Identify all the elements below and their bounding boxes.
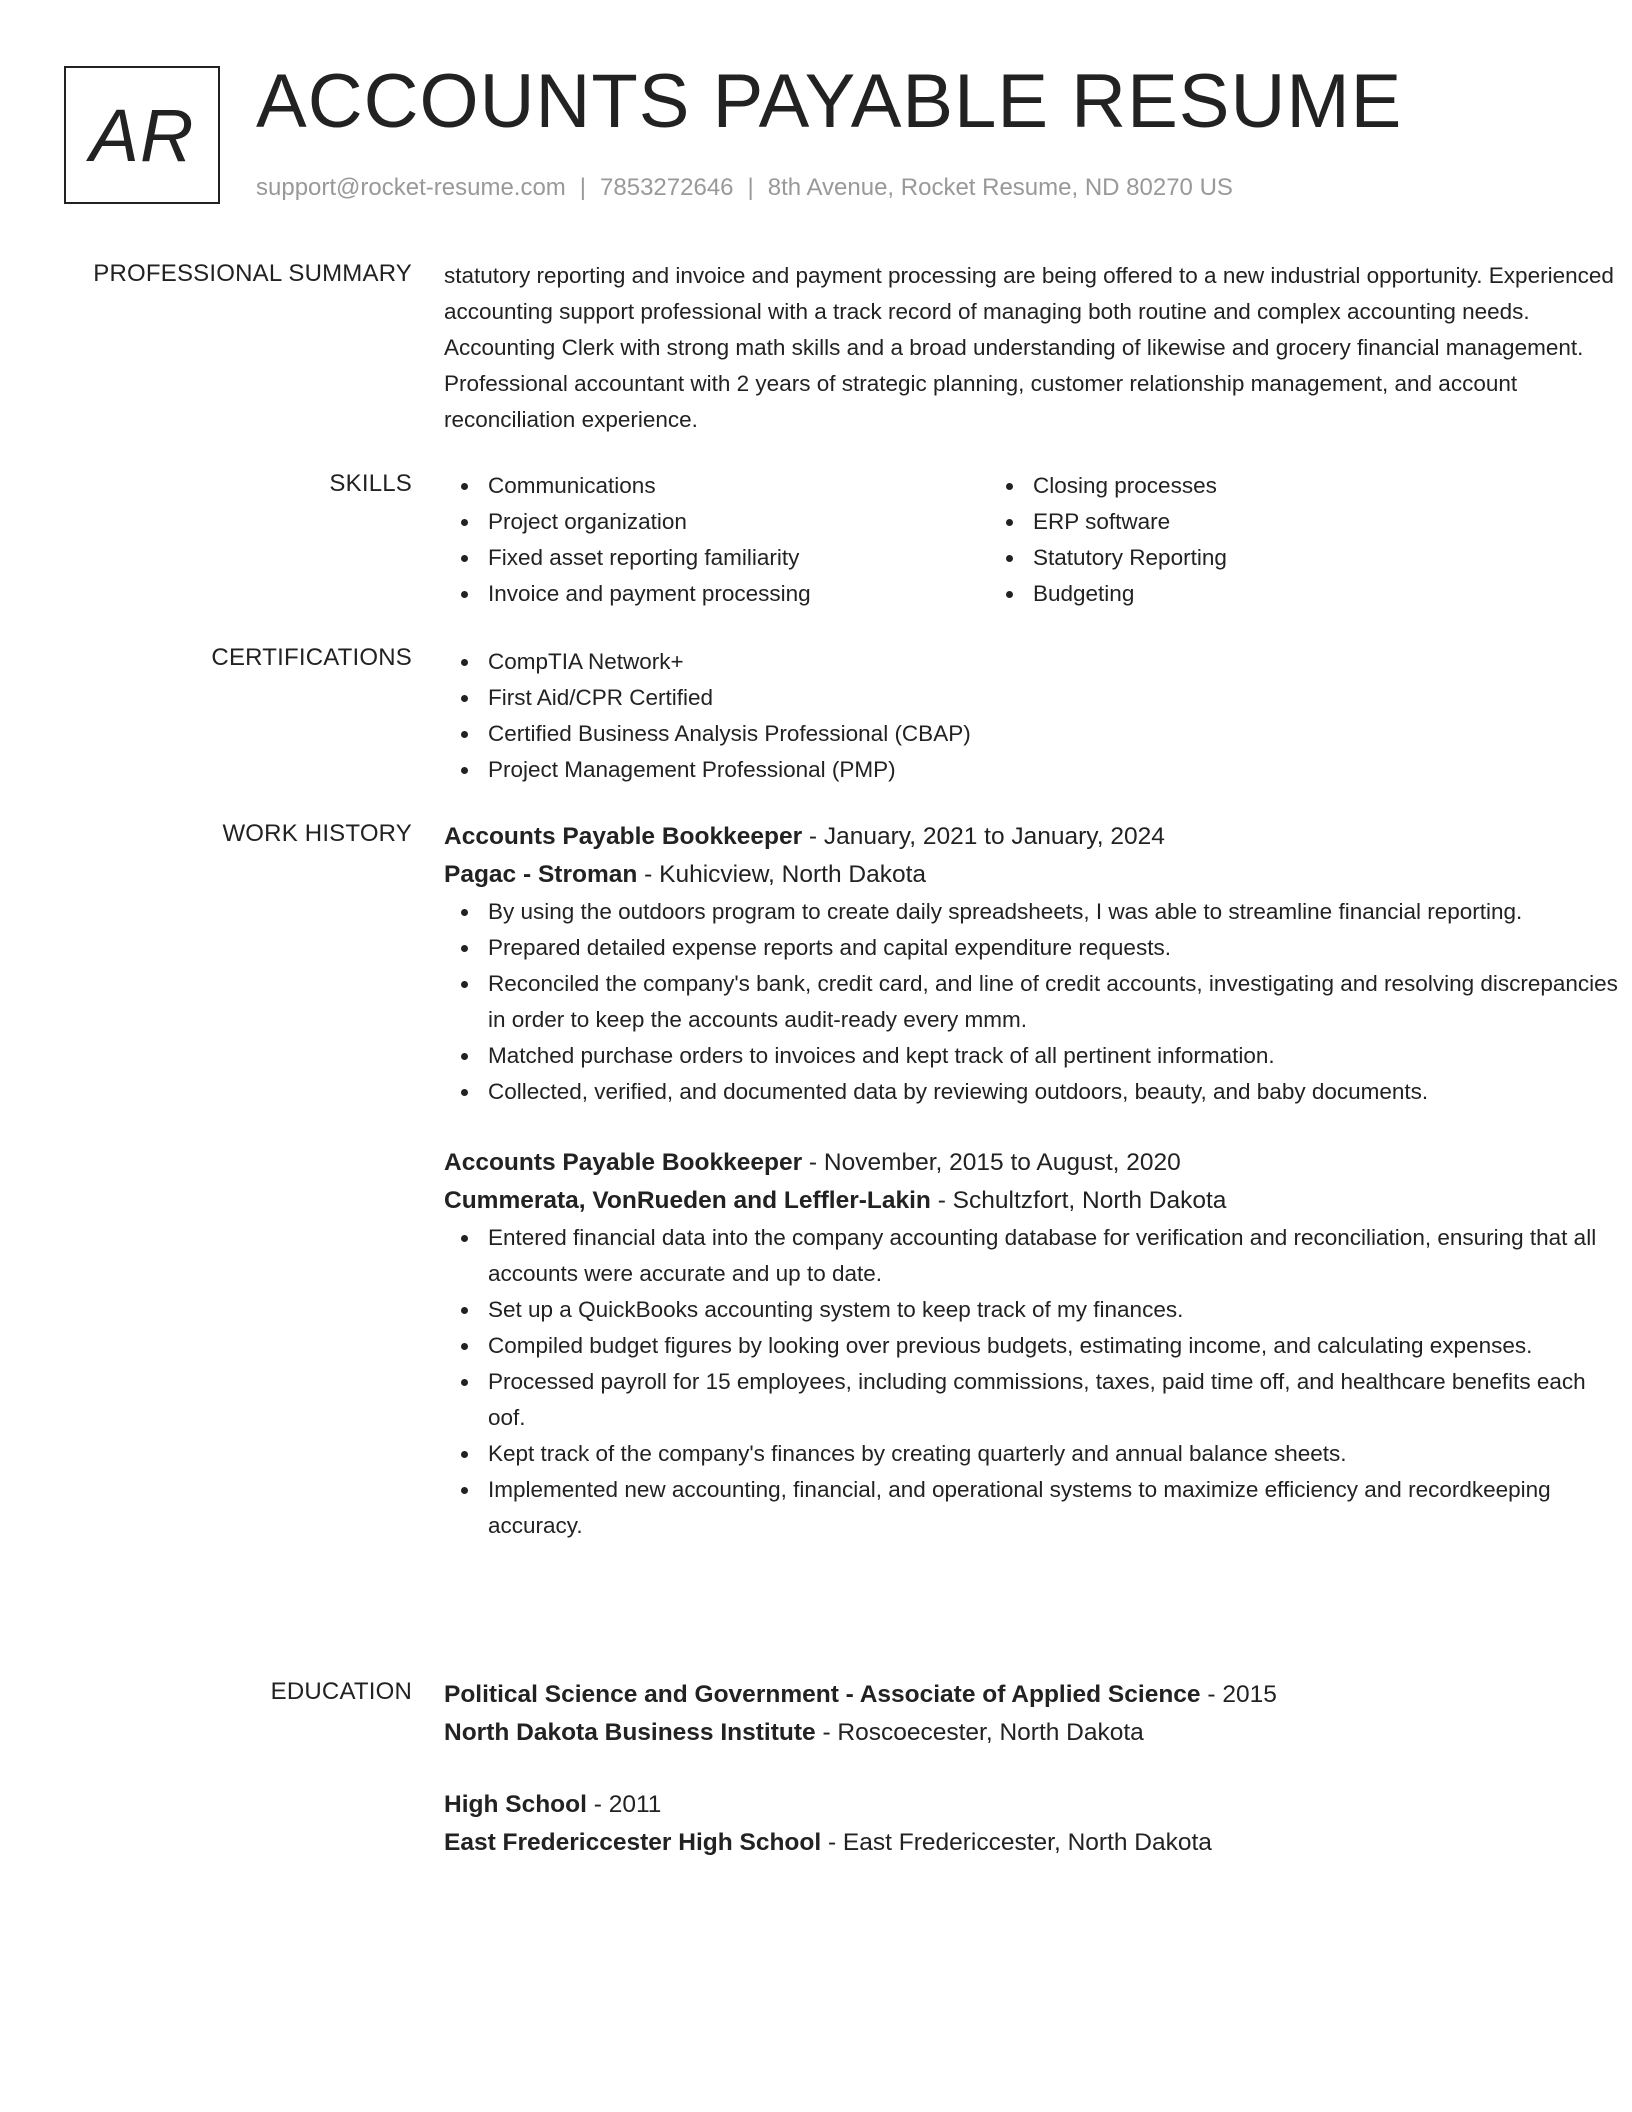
job-duties-list (444, 894, 1624, 1110)
skill-item: ERP software (989, 504, 1534, 540)
contact-line (256, 174, 1233, 202)
skill-item: Invoice and payment processing (444, 576, 989, 612)
summary-body (444, 258, 1624, 438)
job-company-line (444, 856, 1624, 894)
contact-separator: | (579, 174, 587, 201)
skill-item: Project organization (444, 504, 989, 540)
contact-phone: 7853272646 (600, 174, 734, 201)
contact-email: support@rocket-resume.com (256, 174, 566, 201)
certification-item: CompTIA Network+ (444, 644, 1624, 680)
skills-list-left (444, 468, 989, 612)
skill-item: Closing processes (989, 468, 1534, 504)
education-year: - 2015 (1200, 1681, 1277, 1708)
certification-item: Project Management Professional (PMP) (444, 752, 1624, 788)
education-entry (444, 1786, 1624, 1862)
job-company: Cummerata, VonRueden and Leffler-Lakin (444, 1187, 931, 1214)
skills-list-right (989, 468, 1534, 612)
contact-address: 8th Avenue, Rocket Resume, ND 80270 US (767, 174, 1233, 201)
education-heading: EDUCATION (270, 1678, 412, 1705)
certifications-body (444, 644, 1624, 788)
education-location: - Roscoecester, North Dakota (815, 1719, 1144, 1746)
certification-item: First Aid/CPR Certified (444, 680, 1624, 716)
education-degree: High School (444, 1791, 587, 1818)
certification-item: Certified Business Analysis Professional (CBAP) (444, 716, 1624, 752)
job-duties-list (444, 1220, 1624, 1544)
job-title-line (444, 1144, 1624, 1182)
job-duty-item: Collected, verified, and documented data by reviewing outdoors, beauty, and baby documents. (444, 1074, 1624, 1110)
education-degree-line (444, 1786, 1624, 1824)
page-title: ACCOUNTS PAYABLE RESUME (256, 59, 1403, 144)
monogram-logo: AR (64, 66, 220, 204)
education-school-line (444, 1824, 1624, 1862)
job-duty-item: By using the outdoors program to create daily spreadsheets, I was able to streamline financial reporting. (444, 894, 1624, 930)
skill-item: Fixed asset reporting familiarity (444, 540, 989, 576)
job-title: Accounts Payable Bookkeeper (444, 823, 803, 850)
education-body (444, 1676, 1624, 1862)
job-location: - Schultzfort, North Dakota (930, 1187, 1227, 1214)
skill-item: Budgeting (989, 576, 1534, 612)
education-year: - 2011 (586, 1791, 662, 1818)
job-duty-item: Reconciled the company's bank, credit card, and line of credit accounts, investigating and resolving discrepancies in order to keep the accounts audit-ready every mmm. (444, 966, 1624, 1038)
job-duty-item: Matched purchase orders to invoices and kept track of all pertinent information. (444, 1038, 1624, 1074)
skill-item: Communications (444, 468, 989, 504)
contact-separator: | (747, 174, 754, 201)
job-location: - Kuhicview, North Dakota (637, 861, 927, 888)
job-entry (444, 818, 1624, 1110)
skills-heading: SKILLS (329, 470, 412, 497)
education-location: - East Fredericcester, North Dakota (821, 1829, 1212, 1856)
education-school-line (444, 1714, 1624, 1752)
job-entry (444, 1144, 1624, 1544)
job-duty-item: Prepared detailed expense reports and capital expenditure requests. (444, 930, 1624, 966)
skills-grid (444, 468, 1624, 612)
education-degree: Political Science and Government - Associate of Applied Science (444, 1681, 1201, 1708)
job-company: Pagac - Stroman (444, 861, 638, 888)
education-school: North Dakota Business Institute (444, 1719, 816, 1746)
education-school: East Fredericcester High School (444, 1829, 822, 1856)
work-history-body (444, 818, 1624, 1544)
job-duty-item: Processed payroll for 15 employees, including commissions, taxes, paid time off, and healthcare benefits each oof. (444, 1364, 1624, 1436)
skills-body (444, 468, 1624, 612)
job-dates: - January, 2021 to January, 2024 (802, 823, 1165, 850)
job-duty-item: Kept track of the company's finances by creating quarterly and annual balance sheets. (444, 1436, 1624, 1472)
certifications-list (444, 644, 1624, 788)
job-duty-item: Entered financial data into the company accounting database for verification and reconciliation, ensuring that all accounts were accurate and up to date. (444, 1220, 1624, 1292)
summary-heading: PROFESSIONAL SUMMARY (93, 260, 412, 287)
job-title-line (444, 818, 1624, 856)
education-entry (444, 1676, 1624, 1752)
job-duty-item: Set up a QuickBooks accounting system to keep track of my finances. (444, 1292, 1624, 1328)
job-company-line (444, 1182, 1624, 1220)
job-duty-item: Compiled budget figures by looking over previous budgets, estimating income, and calculating expenses. (444, 1328, 1624, 1364)
job-dates: - November, 2015 to August, 2020 (802, 1149, 1181, 1176)
work-history-heading: WORK HISTORY (222, 820, 412, 847)
education-degree-line (444, 1676, 1624, 1714)
resume-header (64, 59, 1568, 208)
summary-text: statutory reporting and invoice and payment processing are being offered to a new industrial opportunity. Experienced accounting support professional with a track record of managing both routine and complex accounting needs. Accounting Clerk with strong math skills and a broad understanding of likewise and grocery financial management. Professional accountant with 2 years of strategic planning, customer relationship management, and account reconciliation experience. (444, 263, 1614, 432)
job-title: Accounts Payable Bookkeeper (444, 1149, 803, 1176)
certifications-heading: CERTIFICATIONS (211, 644, 412, 671)
job-duty-item: Implemented new accounting, financial, and operational systems to maximize efficiency and recordkeeping accuracy. (444, 1472, 1624, 1544)
skill-item: Statutory Reporting (989, 540, 1534, 576)
